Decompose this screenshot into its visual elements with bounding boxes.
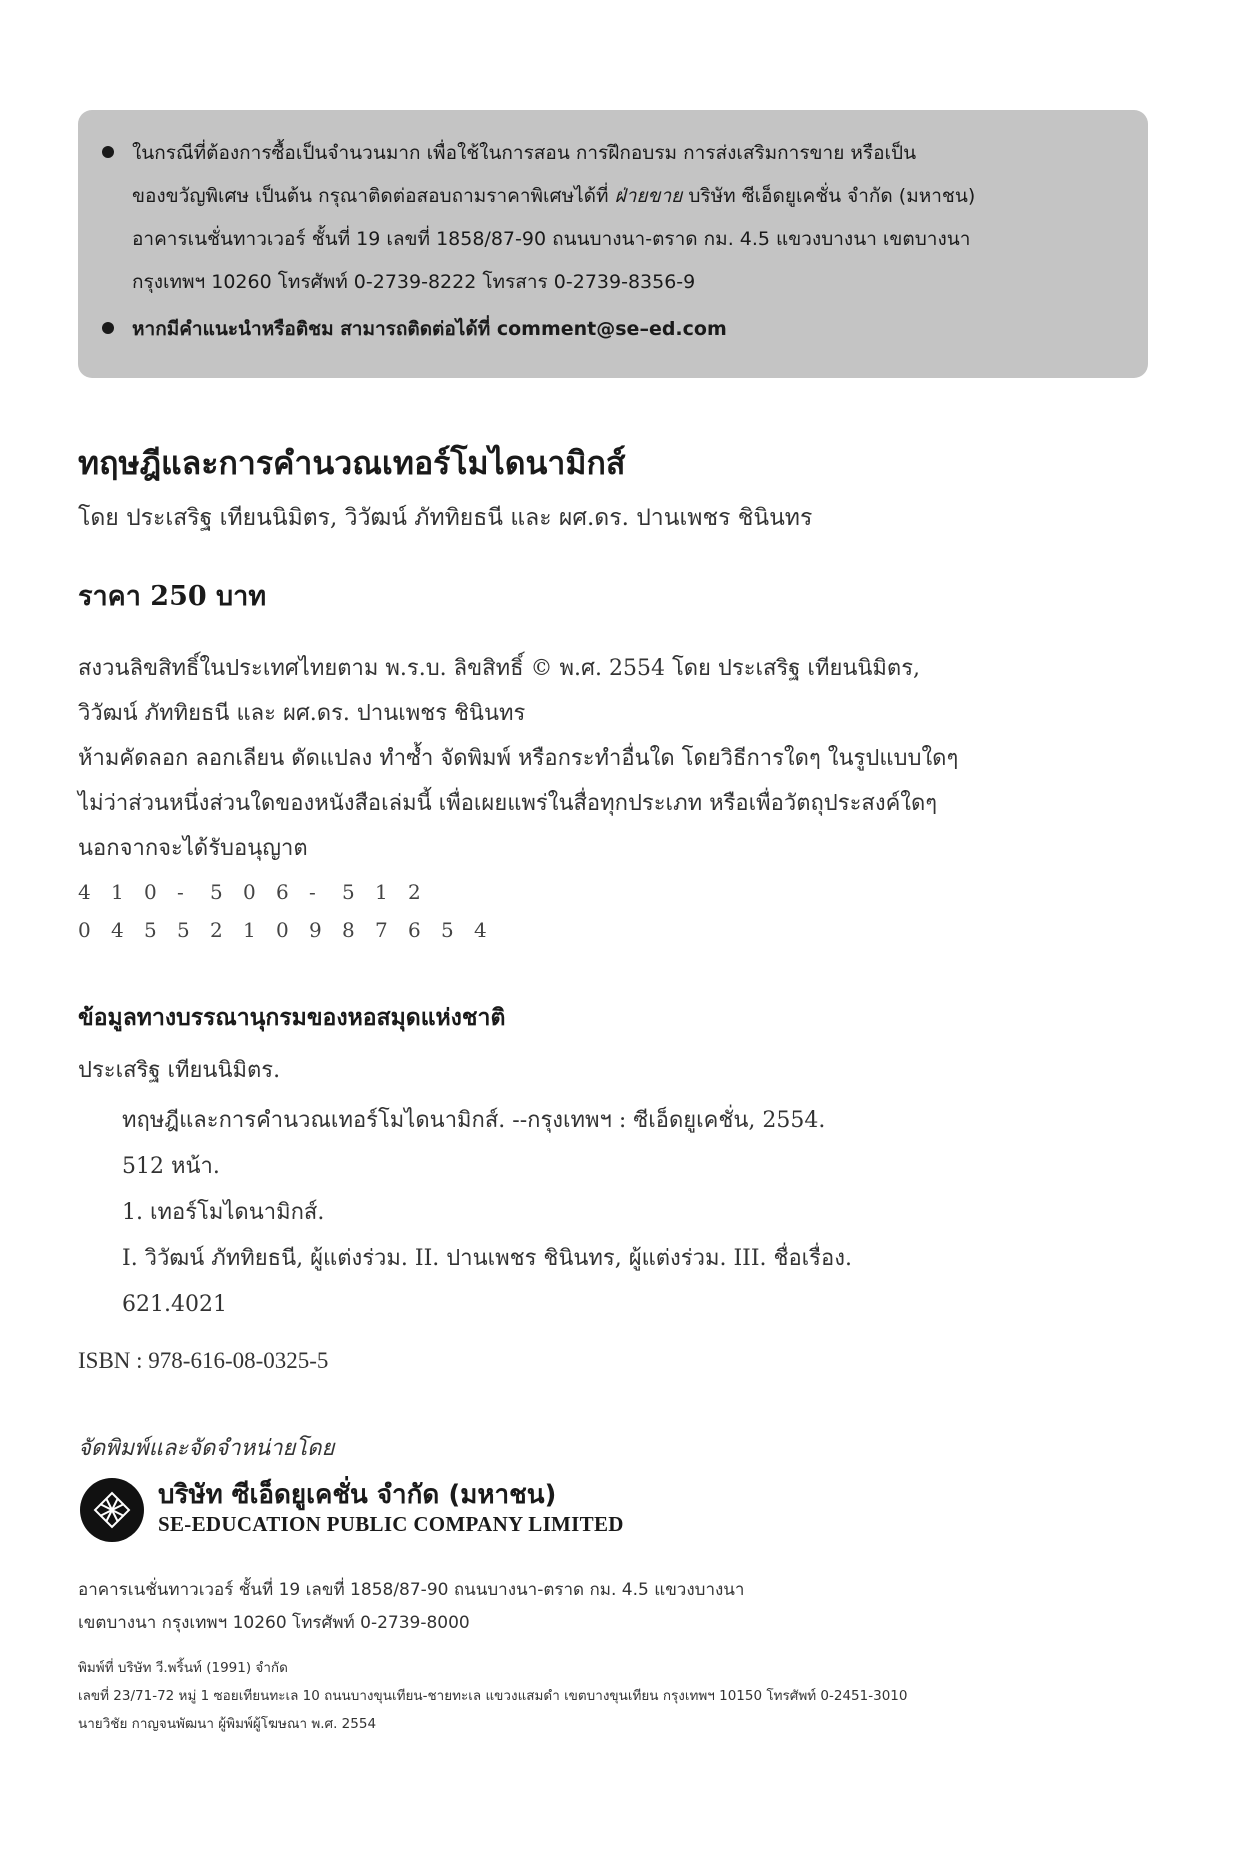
- publisher-address: [78, 1574, 744, 1640]
- code-digit: 2: [408, 880, 421, 904]
- book-authors: โดย ประเสริฐ เทียนนิมิตร, วิวัฒน์ ภัททิยธนี และ ผศ.ดร. ปานเพชร ชินินทร: [78, 505, 813, 531]
- code-digit: 6: [408, 918, 421, 942]
- code-digit: 2: [210, 918, 223, 942]
- code-digit: 1: [243, 918, 256, 942]
- book-title: ทฤษฎีและการคำนวณเทอร์โมไดนามิกส์: [78, 444, 626, 482]
- cip-line: I. วิวัฒน์ ภัททิยธนี, ผู้แต่งร่วม. II. ปานเพชร ชินินทร, ผู้แต่งร่วม. III. ชื่อเรื่อง.: [122, 1246, 852, 1271]
- code-digit: 5: [177, 918, 190, 942]
- code-digit: 5: [210, 880, 223, 904]
- copyright-line: วิวัฒน์ ภัททิยธนี และ ผศ.ดร. ปานเพชร ชินินทร: [78, 701, 526, 726]
- sales-department: ฝ่ายขาย: [614, 185, 683, 207]
- notice-item-feedback: [102, 308, 1122, 351]
- notice-line: ของขวัญพิเศษ เป็นต้น กรุณาติดต่อสอบถามราคาพิเศษได้ที่ ฝ่ายขาย บริษัท ซีเอ็ดยูเคชั่น จำกัด (มหาชน): [132, 185, 976, 207]
- code-digit: 6: [276, 880, 289, 904]
- publisher-name-english: SE-EDUCATION PUBLIC COMPANY LIMITED: [158, 1512, 624, 1536]
- code-digit: 7: [375, 918, 388, 942]
- notice-line: ในกรณีที่ต้องการซื้อเป็นจำนวนมาก เพื่อใช้ในการสอน การฝึกอบรม การส่งเสริมการขาย หรือเป็น: [132, 142, 917, 164]
- bullet-icon: [102, 322, 114, 334]
- printer-line: เลขที่ 23/71-72 หมู่ 1 ซอยเทียนทะเล 10 ถนนบางขุนเทียน-ชายทะเล แขวงแสมดำ เขตบางขุนเทียน กรุงเทพฯ 10150 โทรศัพท์ 0-2451-3010: [78, 1688, 908, 1704]
- publisher-name-thai: บริษัท ซีเอ็ดยูเคชั่น จำกัด (มหาชน): [158, 1480, 557, 1510]
- cip-line: 1. เทอร์โมไดนามิกส์.: [122, 1200, 325, 1225]
- copyright-notice: [78, 646, 958, 871]
- code-digit: 5: [441, 918, 454, 942]
- code-line-1: [78, 880, 441, 904]
- publisher-label: จัดพิมพ์และจัดจำหน่ายโดย: [78, 1436, 335, 1461]
- printer-line: พิมพ์ที่ บริษัท วี.พริ้นท์ (1991) จำกัด: [78, 1660, 288, 1676]
- code-digit: 0: [243, 880, 256, 904]
- feedback-line: หากมีคำแนะนำหรือติชม สามารถติดต่อได้ที่ comment@se–ed.com: [132, 318, 727, 340]
- code-digit: -: [177, 880, 184, 904]
- copyright-line: สงวนลิขสิทธิ์ในประเทศไทยตาม พ.ร.บ. ลิขสิทธิ์ © พ.ศ. 2554 โดย ประเสริฐ เทียนนิมิตร,: [78, 656, 921, 681]
- code-digit: 5: [144, 918, 157, 942]
- isbn: ISBN : 978-616-08-0325-5: [78, 1348, 329, 1373]
- code-digit: 4: [78, 880, 91, 904]
- code-digit: 1: [375, 880, 388, 904]
- code-digit: 8: [342, 918, 355, 942]
- address-line: เขตบางนา กรุงเทพฯ 10260 โทรศัพท์ 0-2739-8000: [78, 1613, 470, 1633]
- se-ed-logo-icon: [80, 1478, 144, 1542]
- notice-item-bulk-order: [102, 132, 1122, 304]
- code-digit: 0: [144, 880, 157, 904]
- copyright-line: นอกจากจะได้รับอนุญาต: [78, 836, 308, 861]
- code-digit: 4: [474, 918, 487, 942]
- code-digit: -: [309, 880, 316, 904]
- cip-line: 621.4021: [122, 1292, 227, 1317]
- code-line-2: [78, 918, 507, 942]
- cip-line: 512 หน้า.: [122, 1154, 220, 1179]
- notice-line: กรุงเทพฯ 10260 โทรศัพท์ 0-2739-8222 โทรสาร 0-2739-8356-9: [132, 271, 696, 293]
- bullet-icon: [102, 146, 114, 158]
- printer-info: [78, 1654, 907, 1738]
- notice-line: อาคารเนชั่นทาวเวอร์ ชั้นที่ 19 เลขที่ 1858/87-90 ถนนบางนา-ตราด กม. 4.5 แขวงบางนา เขตบางนา: [132, 228, 971, 250]
- copyright-line: ไม่ว่าส่วนหนึ่งส่วนใดของหนังสือเล่มนี้ เพื่อเผยแพร่ในสื่อทุกประเภท หรือเพื่อวัตถุประสงค์ใดๆ: [78, 791, 938, 816]
- code-digit: 1: [111, 880, 124, 904]
- code-digit: 0: [78, 918, 91, 942]
- cip-line: ทฤษฎีและการคำนวณเทอร์โมไดนามิกส์. --กรุงเทพฯ : ซีเอ็ดยูเคชั่น, 2554.: [122, 1108, 826, 1133]
- code-digit: 4: [111, 918, 124, 942]
- notice-box: [78, 110, 1148, 378]
- address-line: อาคารเนชั่นทาวเวอร์ ชั้นที่ 19 เลขที่ 1858/87-90 ถนนบางนา-ตราด กม. 4.5 แขวงบางนา: [78, 1580, 745, 1600]
- cip-heading: ข้อมูลทางบรรณานุกรมของหอสมุดแห่งชาติ: [78, 1004, 506, 1031]
- book-price: ราคา 250 บาท: [78, 581, 267, 612]
- cip-record: [122, 1098, 852, 1328]
- printer-line: นายวิชัย กาญจนพัฒนา ผู้พิมพ์ผู้โฆษณา พ.ศ. 2554: [78, 1716, 377, 1732]
- copyright-line: ห้ามคัดลอก ลอกเลียน ดัดแปลง ทำซ้ำ จัดพิมพ์ หรือกระทำอื่นใด โดยวิธีการใดๆ ในรูปแบบใดๆ: [78, 746, 959, 771]
- cip-author: ประเสริฐ เทียนนิมิตร.: [78, 1058, 281, 1083]
- code-digit: 9: [309, 918, 322, 942]
- code-digit: 5: [342, 880, 355, 904]
- code-digit: 0: [276, 918, 289, 942]
